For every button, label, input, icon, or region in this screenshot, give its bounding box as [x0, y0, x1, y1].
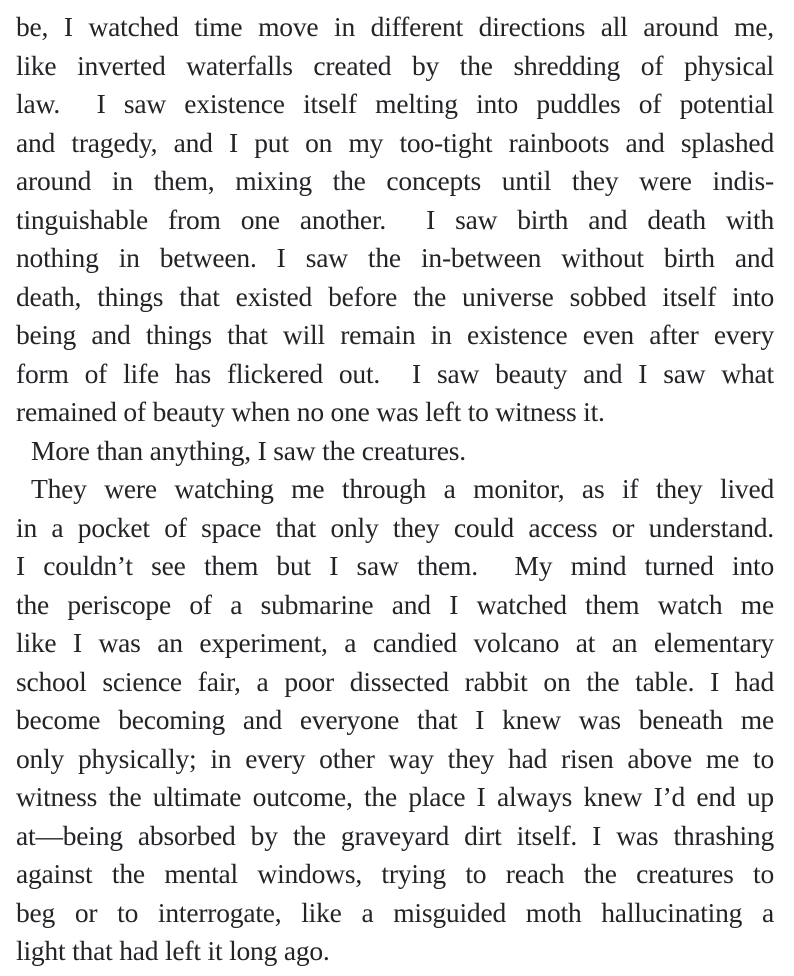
text-line-2: like inverted waterfalls created by the shredding of physical — [16, 49, 774, 81]
text-line-18: school science fair, a poor dissected rabbit on the table. I had — [16, 665, 774, 697]
text-line-19: become becoming and everyone that I knew was beneath me — [16, 704, 774, 735]
text-line-1: be, I watched time move in different directions all around me, — [16, 11, 774, 42]
text-line-16: the periscope of a submarine and I watched them watch me — [16, 588, 774, 620]
text-line-10: form of life has flickered out. I saw beauty and I saw what — [16, 357, 774, 389]
text-line-4: and tragedy, and I put on my too-tight rainboots and splashed — [16, 126, 774, 158]
text-line-9: being and things that will remain in existence even after every — [16, 319, 774, 350]
text-line-6: tinguishable from one another. I saw birth and death with — [16, 203, 774, 235]
text-line-23: against the mental windows, trying to reach the creatures to — [16, 858, 774, 889]
text-line-21: witness the ultimate outcome, the place I always knew I’d end up — [16, 781, 774, 812]
text-line-5: around in them, mixing the concepts until they were indis- — [16, 165, 774, 196]
book-page — [16, 8, 774, 971]
text-line-14: in a pocket of space that only they could access or understand. — [16, 511, 774, 543]
text-line-25: light that had left it long ago. — [16, 935, 330, 966]
text-line-20: only physically; in every other way they had risen above me to — [16, 742, 774, 774]
text-line-22: at—being absorbed by the graveyard dirt itself. I was thrashing — [16, 819, 774, 851]
text-line-15: I couldn’t see them but I saw them. My mind turned into — [16, 550, 774, 581]
text-line-7: nothing in between. I saw the in-between without birth and — [16, 242, 774, 273]
text-line-11: remained of beauty when no one was left to witness it. — [16, 396, 605, 427]
text-line-24: beg or to interrogate, like a misguided moth hallucinating a — [16, 896, 774, 928]
text-line-3: law. I saw existence itself melting into puddles of potential — [16, 88, 774, 119]
text-line-17: like I was an experiment, a candied volcano at an elementary — [16, 627, 774, 658]
text-line-12: More than anything, I saw the creatures. — [31, 434, 466, 466]
text-line-8: death, things that existed before the universe sobbed itself into — [16, 280, 774, 312]
text-line-13: They were watching me through a monitor, as if they lived — [31, 473, 774, 504]
